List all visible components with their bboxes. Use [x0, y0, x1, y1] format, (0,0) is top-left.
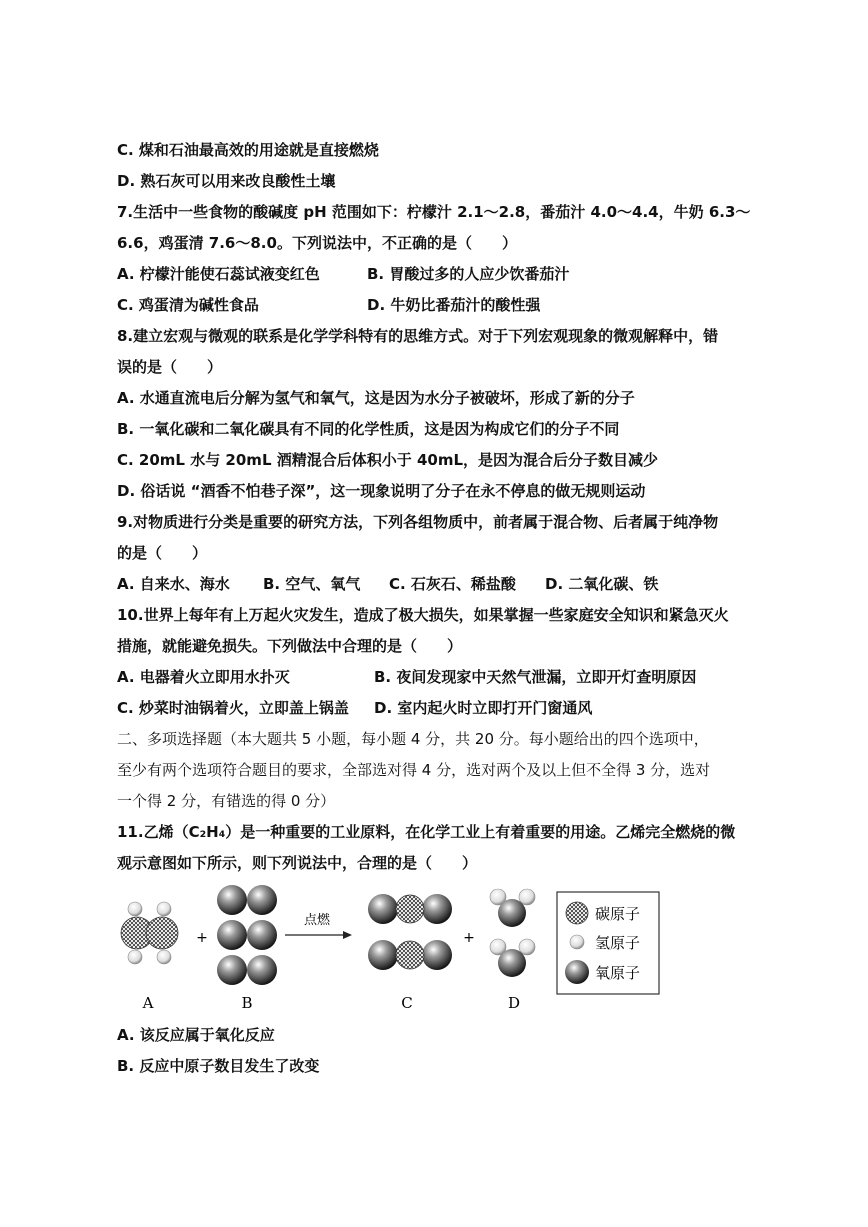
oxygen-atom [217, 920, 247, 950]
hydrogen-atom [519, 939, 535, 955]
label-a: A [142, 994, 154, 1012]
q9-option-c: C. 石灰石、稀盐酸 [389, 575, 516, 593]
q11-stem-line1: 11.乙烯（C₂H₄）是一种重要的工业原料，在化学工业上有着重要的用途。乙烯完全燃烧的微 [117, 823, 736, 841]
legend-hydrogen-swatch [570, 935, 584, 949]
oxygen-atom [217, 955, 247, 985]
q8-option-c: C. 20mL 水与 20mL 酒精混合后体积小于 40mL，是因为混合后分子数目减少 [117, 451, 659, 469]
carbon-atom [146, 917, 178, 949]
q10-stem-line2: 措施，就能避免损失。下列做法中合理的是（ ） [117, 637, 463, 655]
legend-oxygen-label: 氧原子 [595, 964, 641, 982]
q7-stem-line1: 7.生活中一些食物的酸碱度 pH 范围如下：柠檬汁 2.1～2.8，番茄汁 4.0～4.4，牛奶 6.3～ [117, 203, 751, 221]
hydrogen-atom [128, 950, 142, 964]
q9-stem-line1: 9.对物质进行分类是重要的研究方法，下列各组物质中，前者属于混合物、后者属于纯净物 [117, 513, 719, 531]
q7-stem-line2: 6.6，鸡蛋清 7.6～8.0。下列说法中，不正确的是（ ） [117, 234, 517, 252]
hydrogen-atom [128, 902, 142, 916]
section2-line3: 一个得 2 分，有错选的得 0 分） [117, 792, 336, 810]
oxygen-atom [422, 940, 452, 970]
label-b: B [241, 994, 253, 1012]
q10-stem-line1: 10.世界上每年有上万起火灾发生，造成了极大损失，如果掌握一些家庭安全知识和紧急灭火 [117, 606, 729, 624]
q6-option-c: C. 煤和石油最高效的用途就是直接燃烧 [117, 141, 379, 159]
q10-option-d: D. 室内起火时立即打开门窗通风 [374, 699, 593, 717]
legend-box [557, 892, 659, 994]
q8-stem-line1: 8.建立宏观与微观的联系是化学学科特有的思维方式。对于下列宏观现象的微观解释中，错 [117, 327, 719, 345]
q9-option-a: A. 自来水、海水 [117, 575, 230, 593]
q8-option-d: D. 俗话说 “酒香不怕巷子深”，这一现象说明了分子在永不停息的做无规则运动 [117, 482, 646, 500]
q8-stem-line2: 误的是（ ） [117, 358, 223, 376]
q11-stem-line2: 观示意图如下所示，则下列说法中，合理的是（ ） [117, 854, 478, 872]
oxygen-atom [498, 899, 526, 927]
q6-option-d: D. 熟石灰可以用来改良酸性土壤 [117, 172, 336, 190]
molecule-b-oxygen [217, 885, 277, 985]
legend-hydrogen-label: 氢原子 [595, 934, 641, 952]
q7-option-d: D. 牛奶比番茄汁的酸性强 [367, 296, 541, 314]
oxygen-atom [217, 885, 247, 915]
hydrogen-atom [157, 950, 171, 964]
q7-option-b: B. 胃酸过多的人应少饮番茄汁 [367, 265, 570, 283]
carbon-atom [396, 941, 424, 969]
label-c: C [401, 994, 413, 1012]
section2-line1: 二、多项选择题（本大题共 5 小题，每小题 4 分，共 20 分。每小题给出的四个选项中， [117, 730, 709, 748]
legend-carbon-label: 碳原子 [595, 905, 641, 923]
q10-option-c: C. 炒菜时油锅着火，立即盖上锅盖 [117, 699, 349, 717]
q11-option-a: A. 该反应属于氧化反应 [117, 1026, 275, 1044]
arrow-head [343, 931, 352, 939]
arrow-condition: 点燃 [303, 913, 331, 928]
hydrogen-atom [519, 889, 535, 905]
q9-option-d: D. 二氧化碳、铁 [545, 575, 659, 593]
q10-option-b: B. 夜间发现家中天然气泄漏，立即开灯查明原因 [374, 668, 697, 686]
legend-oxygen-swatch [565, 960, 589, 984]
oxygen-atom [247, 920, 277, 950]
molecule-d-water [490, 889, 535, 977]
oxygen-atom [368, 940, 398, 970]
q11-option-b: B. 反应中原子数目发生了改变 [117, 1057, 320, 1075]
section2-line2: 至少有两个选项符合题目的要求，全部选对得 4 分，选对两个及以上但不全得 3 分，选对 [117, 761, 711, 779]
carbon-atom [396, 895, 424, 923]
q9-stem-line2: 的是（ ） [117, 544, 208, 562]
ethylene-combustion-diagram [117, 880, 662, 1015]
oxygen-atom [368, 894, 398, 924]
label-d: D [507, 994, 521, 1012]
hydrogen-atom [157, 902, 171, 916]
plus-sign: + [463, 930, 475, 946]
molecule-a-ethylene [121, 902, 178, 964]
q7-option-a: A. 柠檬汁能使石蕊试液变红色 [117, 265, 320, 283]
q7-option-c: C. 鸡蛋清为碱性食品 [117, 296, 259, 314]
molecule-c-co2 [368, 894, 452, 970]
q8-option-b: B. 一氧化碳和二氧化碳具有不同的化学性质，这是因为构成它们的分子不同 [117, 420, 620, 438]
oxygen-atom [498, 949, 526, 977]
plus-sign: + [196, 930, 208, 946]
q10-option-a: A. 电器着火立即用水扑灭 [117, 668, 290, 686]
oxygen-atom [422, 894, 452, 924]
q8-option-a: A. 水通直流电后分解为氢气和氧气，这是因为水分子被破坏，形成了新的分子 [117, 389, 635, 407]
legend-carbon-swatch [566, 902, 588, 924]
oxygen-atom [247, 955, 277, 985]
q9-option-b: B. 空气、氧气 [263, 575, 361, 593]
oxygen-atom [247, 885, 277, 915]
